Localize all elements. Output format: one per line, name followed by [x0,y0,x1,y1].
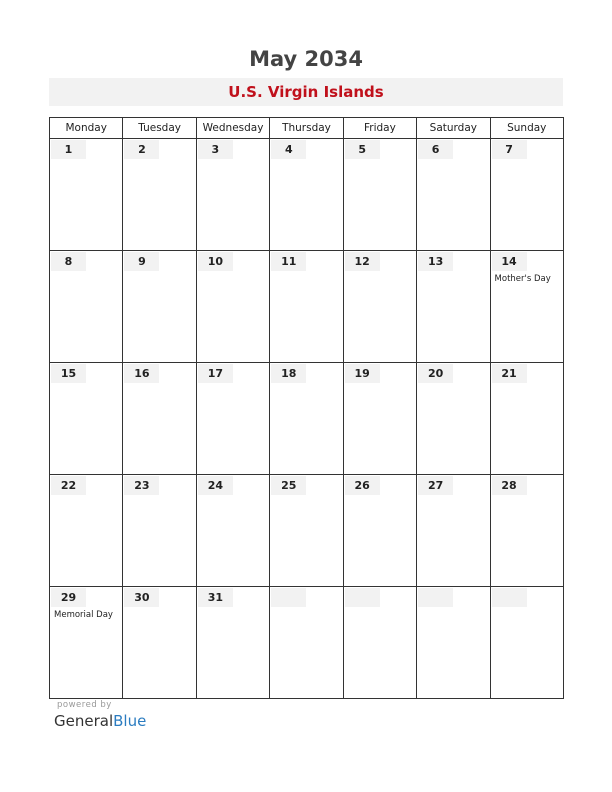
day-number-text: 21 [501,367,517,380]
day-number [271,364,306,383]
day-cell [490,251,563,363]
holiday-label: Mother's Day [494,274,551,284]
day-number [345,588,380,607]
calendar-grid [49,117,564,699]
day-cell [490,139,563,251]
day-number [492,476,527,495]
day-number [124,364,159,383]
day-cell [196,587,269,699]
day-number-text: 19 [354,367,370,380]
brand-name-part2: Blue [113,712,147,730]
day-number-text: 5 [358,143,367,156]
day-number-text: 9 [138,255,146,268]
day-cell [123,363,196,475]
day-cell [123,587,196,699]
day-number [51,588,86,607]
day-number-text: 2 [138,143,146,156]
day-number-text: 30 [134,591,150,604]
day-cell [196,475,269,587]
day-number [345,364,380,383]
day-cell [50,587,123,699]
day-number-text: 13 [427,255,444,268]
day-number [271,588,306,607]
generalblue-logo[interactable] [54,712,146,730]
day-cell [270,139,343,251]
day-cell [417,587,490,699]
day-cell [123,251,196,363]
day-number [124,140,159,159]
day-cell [490,475,563,587]
day-number [51,476,86,495]
day-number-text: 20 [427,367,444,380]
day-number-text: 7 [505,143,513,156]
day-number [198,588,233,607]
weekday-header: Thursday [270,118,343,139]
day-number-text: 27 [427,479,444,492]
week-row [50,475,564,587]
week-row [50,251,564,363]
weekday-header: Wednesday [196,118,269,139]
day-number-text: 11 [281,255,297,268]
day-number-text: 24 [207,479,223,492]
day-number [198,252,233,271]
day-number-text: 12 [354,255,370,268]
day-cell [196,139,269,251]
day-number [418,364,453,383]
day-number [418,476,453,495]
day-cell [343,139,416,251]
day-cell [343,475,416,587]
day-number [492,140,527,159]
weekday-header: Sunday [490,118,563,139]
day-number [51,140,86,159]
day-number [345,476,380,495]
weekday-header: Saturday [417,118,490,139]
day-number-text: 1 [64,143,73,156]
day-cell [50,363,123,475]
day-number-text: 15 [60,367,77,380]
day-cell [270,363,343,475]
weekday-header-row [50,118,564,139]
day-cell [196,363,269,475]
day-cell [490,363,563,475]
day-number-text: 14 [501,255,517,268]
day-number [492,588,527,607]
day-cell [343,363,416,475]
day-number [492,364,527,383]
day-number [198,140,233,159]
day-number-text: 26 [354,479,370,492]
day-number-text: 22 [60,479,77,492]
day-cell [270,475,343,587]
weekday-header: Tuesday [123,118,196,139]
day-cell [417,251,490,363]
day-number [345,140,380,159]
day-number-text: 17 [207,367,223,380]
day-number [345,252,380,271]
day-number [124,588,159,607]
region-banner [49,78,563,106]
week-row [50,139,564,251]
week-row [50,363,564,475]
day-cell [417,363,490,475]
day-number-text: 8 [64,255,73,268]
day-cell [343,587,416,699]
day-number [492,252,527,271]
day-number-text: 25 [281,479,297,492]
day-number-text: 23 [134,479,150,492]
day-number-text: 29 [60,591,77,604]
region-name: U.S. Virgin Islands [228,83,384,101]
day-number [271,476,306,495]
day-number-text: 18 [281,367,297,380]
day-number-text: 31 [207,591,223,604]
day-number [418,252,453,271]
day-number-text: 6 [431,143,440,156]
calendar-title: May 2034 [249,47,363,71]
day-number-text: 28 [501,479,517,492]
day-number [418,588,453,607]
day-number [124,252,159,271]
day-cell [270,587,343,699]
day-number [271,252,306,271]
day-number [198,364,233,383]
day-cell [50,139,123,251]
day-cell [196,251,269,363]
powered-by-label: powered by [57,700,112,710]
day-number-text: 10 [207,255,223,268]
day-number [198,476,233,495]
day-number-text: 4 [284,143,293,156]
day-cell [123,475,196,587]
day-cell [343,251,416,363]
weekday-header: Monday [50,118,123,139]
day-number [51,364,86,383]
day-number [418,140,453,159]
day-number [271,140,306,159]
day-number-text: 16 [134,367,150,380]
day-cell [417,139,490,251]
holiday-label: Memorial Day [54,610,113,620]
day-cell [50,475,123,587]
brand-name-part1: General [54,712,114,730]
day-cell [270,251,343,363]
day-number [51,252,86,271]
day-cell [123,139,196,251]
day-number-text: 3 [211,143,220,156]
day-cell [50,251,123,363]
day-cell [490,587,563,699]
weekday-header: Friday [343,118,416,139]
day-cell [417,475,490,587]
day-number [124,476,159,495]
week-row [50,587,564,699]
